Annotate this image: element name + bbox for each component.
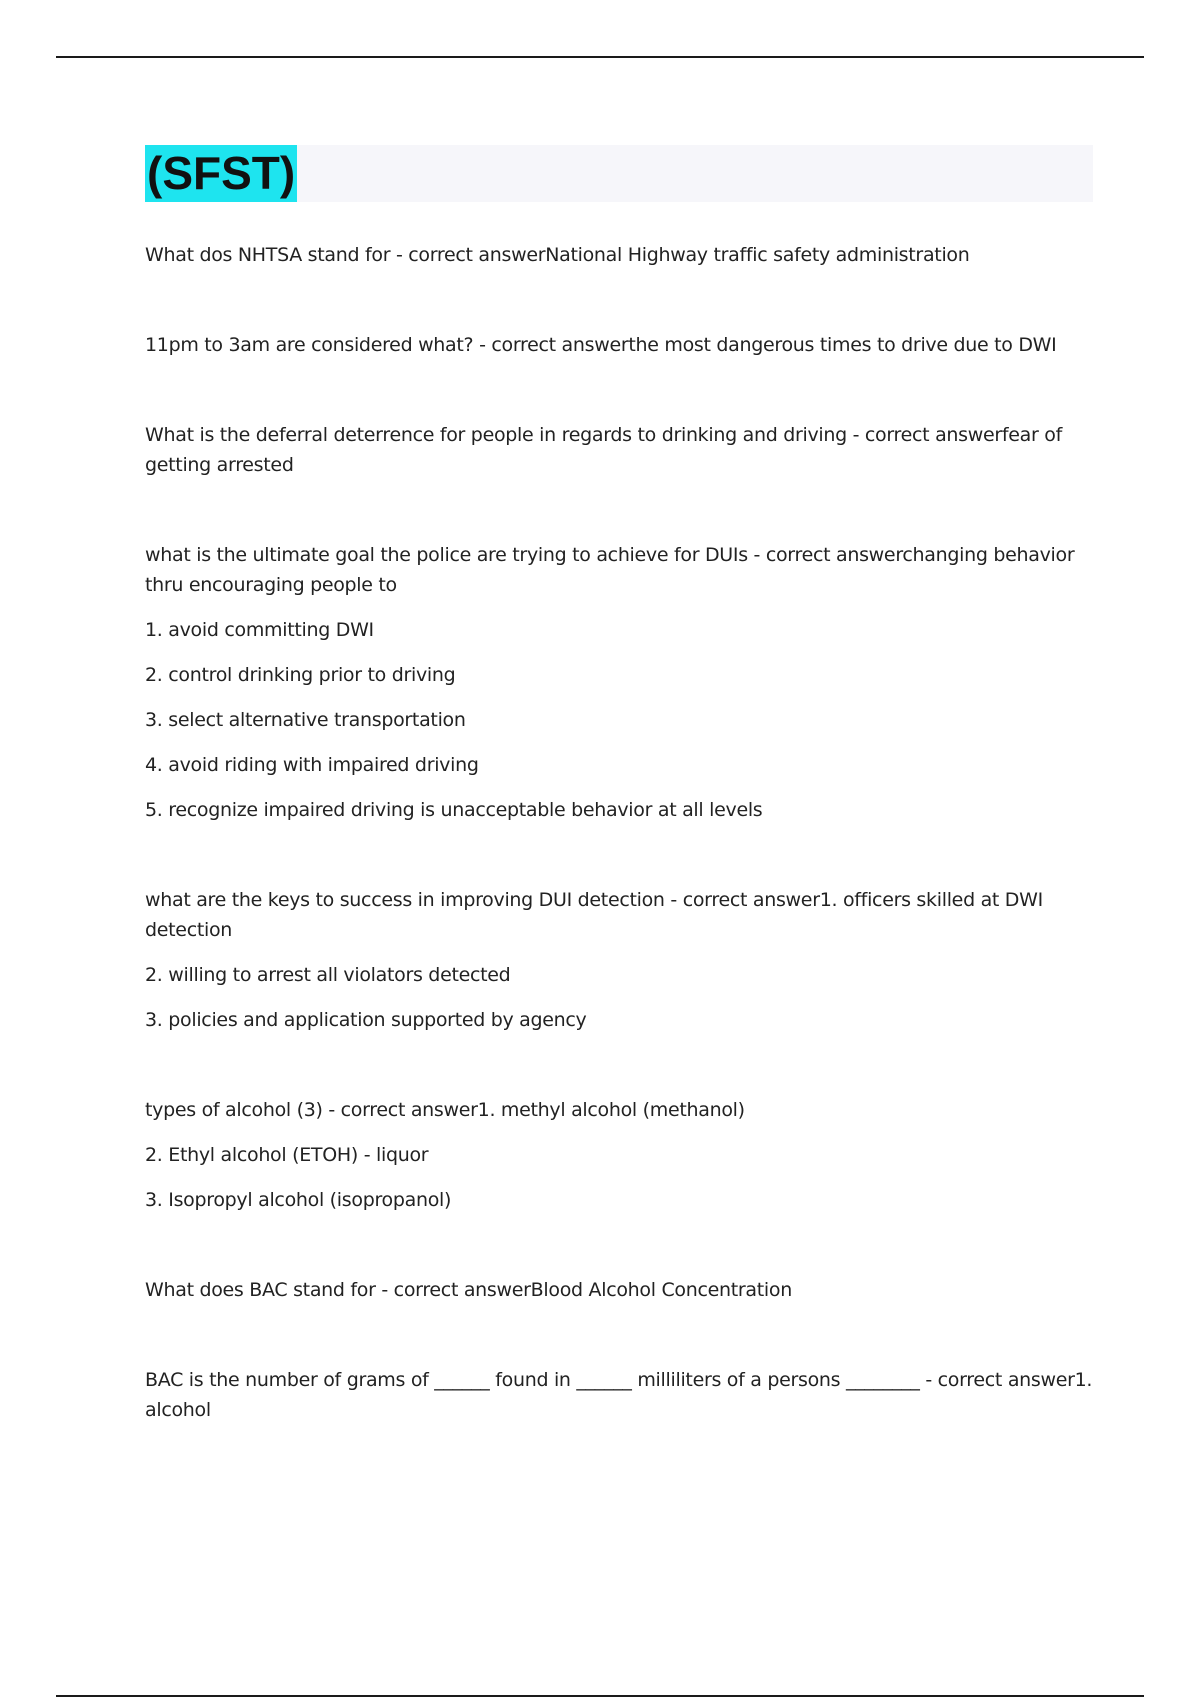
qa-entry-7 [145,1275,1100,1305]
list-item: 3. policies and application supported by agency [145,1009,587,1031]
list-item: 2. Ethyl alcohol (ETOH) - liquor [145,1144,429,1166]
qa-text: What dos NHTSA stand for - correct answerNational Highway traffic safety administration [145,244,970,266]
qa-text: what are the keys to success in improving DUI detection - correct answer1. officers skilled at DWI detection [145,889,1043,941]
qa-entry-3 [145,420,1100,480]
qa-text: what is the ultimate goal the police are trying to achieve for DUIs - correct answerchanging behavior thru encouraging people to [145,544,1075,596]
qa-text: 11pm to 3am are considered what? - correct answerthe most dangerous times to drive due to DWI [145,334,1057,356]
bottom-divider [56,1695,1144,1697]
qa-entry-4 [145,540,1100,825]
list-item: 2. willing to arrest all violators detected [145,964,511,986]
qa-entry-5 [145,885,1100,1035]
qa-text: types of alcohol (3) - correct answer1. methyl alcohol (methanol) [145,1099,745,1121]
qa-text: What is the deferral deterrence for people in regards to drinking and driving - correct answerfear of getting arrested [145,424,1062,476]
qa-entry-1 [145,240,1100,270]
list-item: 2. control drinking prior to driving [145,664,456,686]
qa-text: What does BAC stand for - correct answerBlood Alcohol Concentration [145,1279,792,1301]
page-title: (SFST) [145,145,297,202]
list-item: 5. recognize impaired driving is unacceptable behavior at all levels [145,799,763,821]
qa-text: BAC is the number of grams of ______ found in ______ milliliters of a persons ________ - correct answer1. alcohol [145,1369,1093,1421]
list-item: 4. avoid riding with impaired driving [145,754,479,776]
qa-entry-6 [145,1095,1100,1215]
title-banner [145,145,1093,202]
qa-entry-2 [145,330,1100,360]
list-item: 3. select alternative transportation [145,709,466,731]
top-divider [56,56,1144,58]
list-item: 1. avoid committing DWI [145,619,374,641]
qa-entry-8 [145,1365,1100,1425]
list-item: 3. Isopropyl alcohol (isopropanol) [145,1189,452,1211]
qa-list [145,240,1100,1485]
